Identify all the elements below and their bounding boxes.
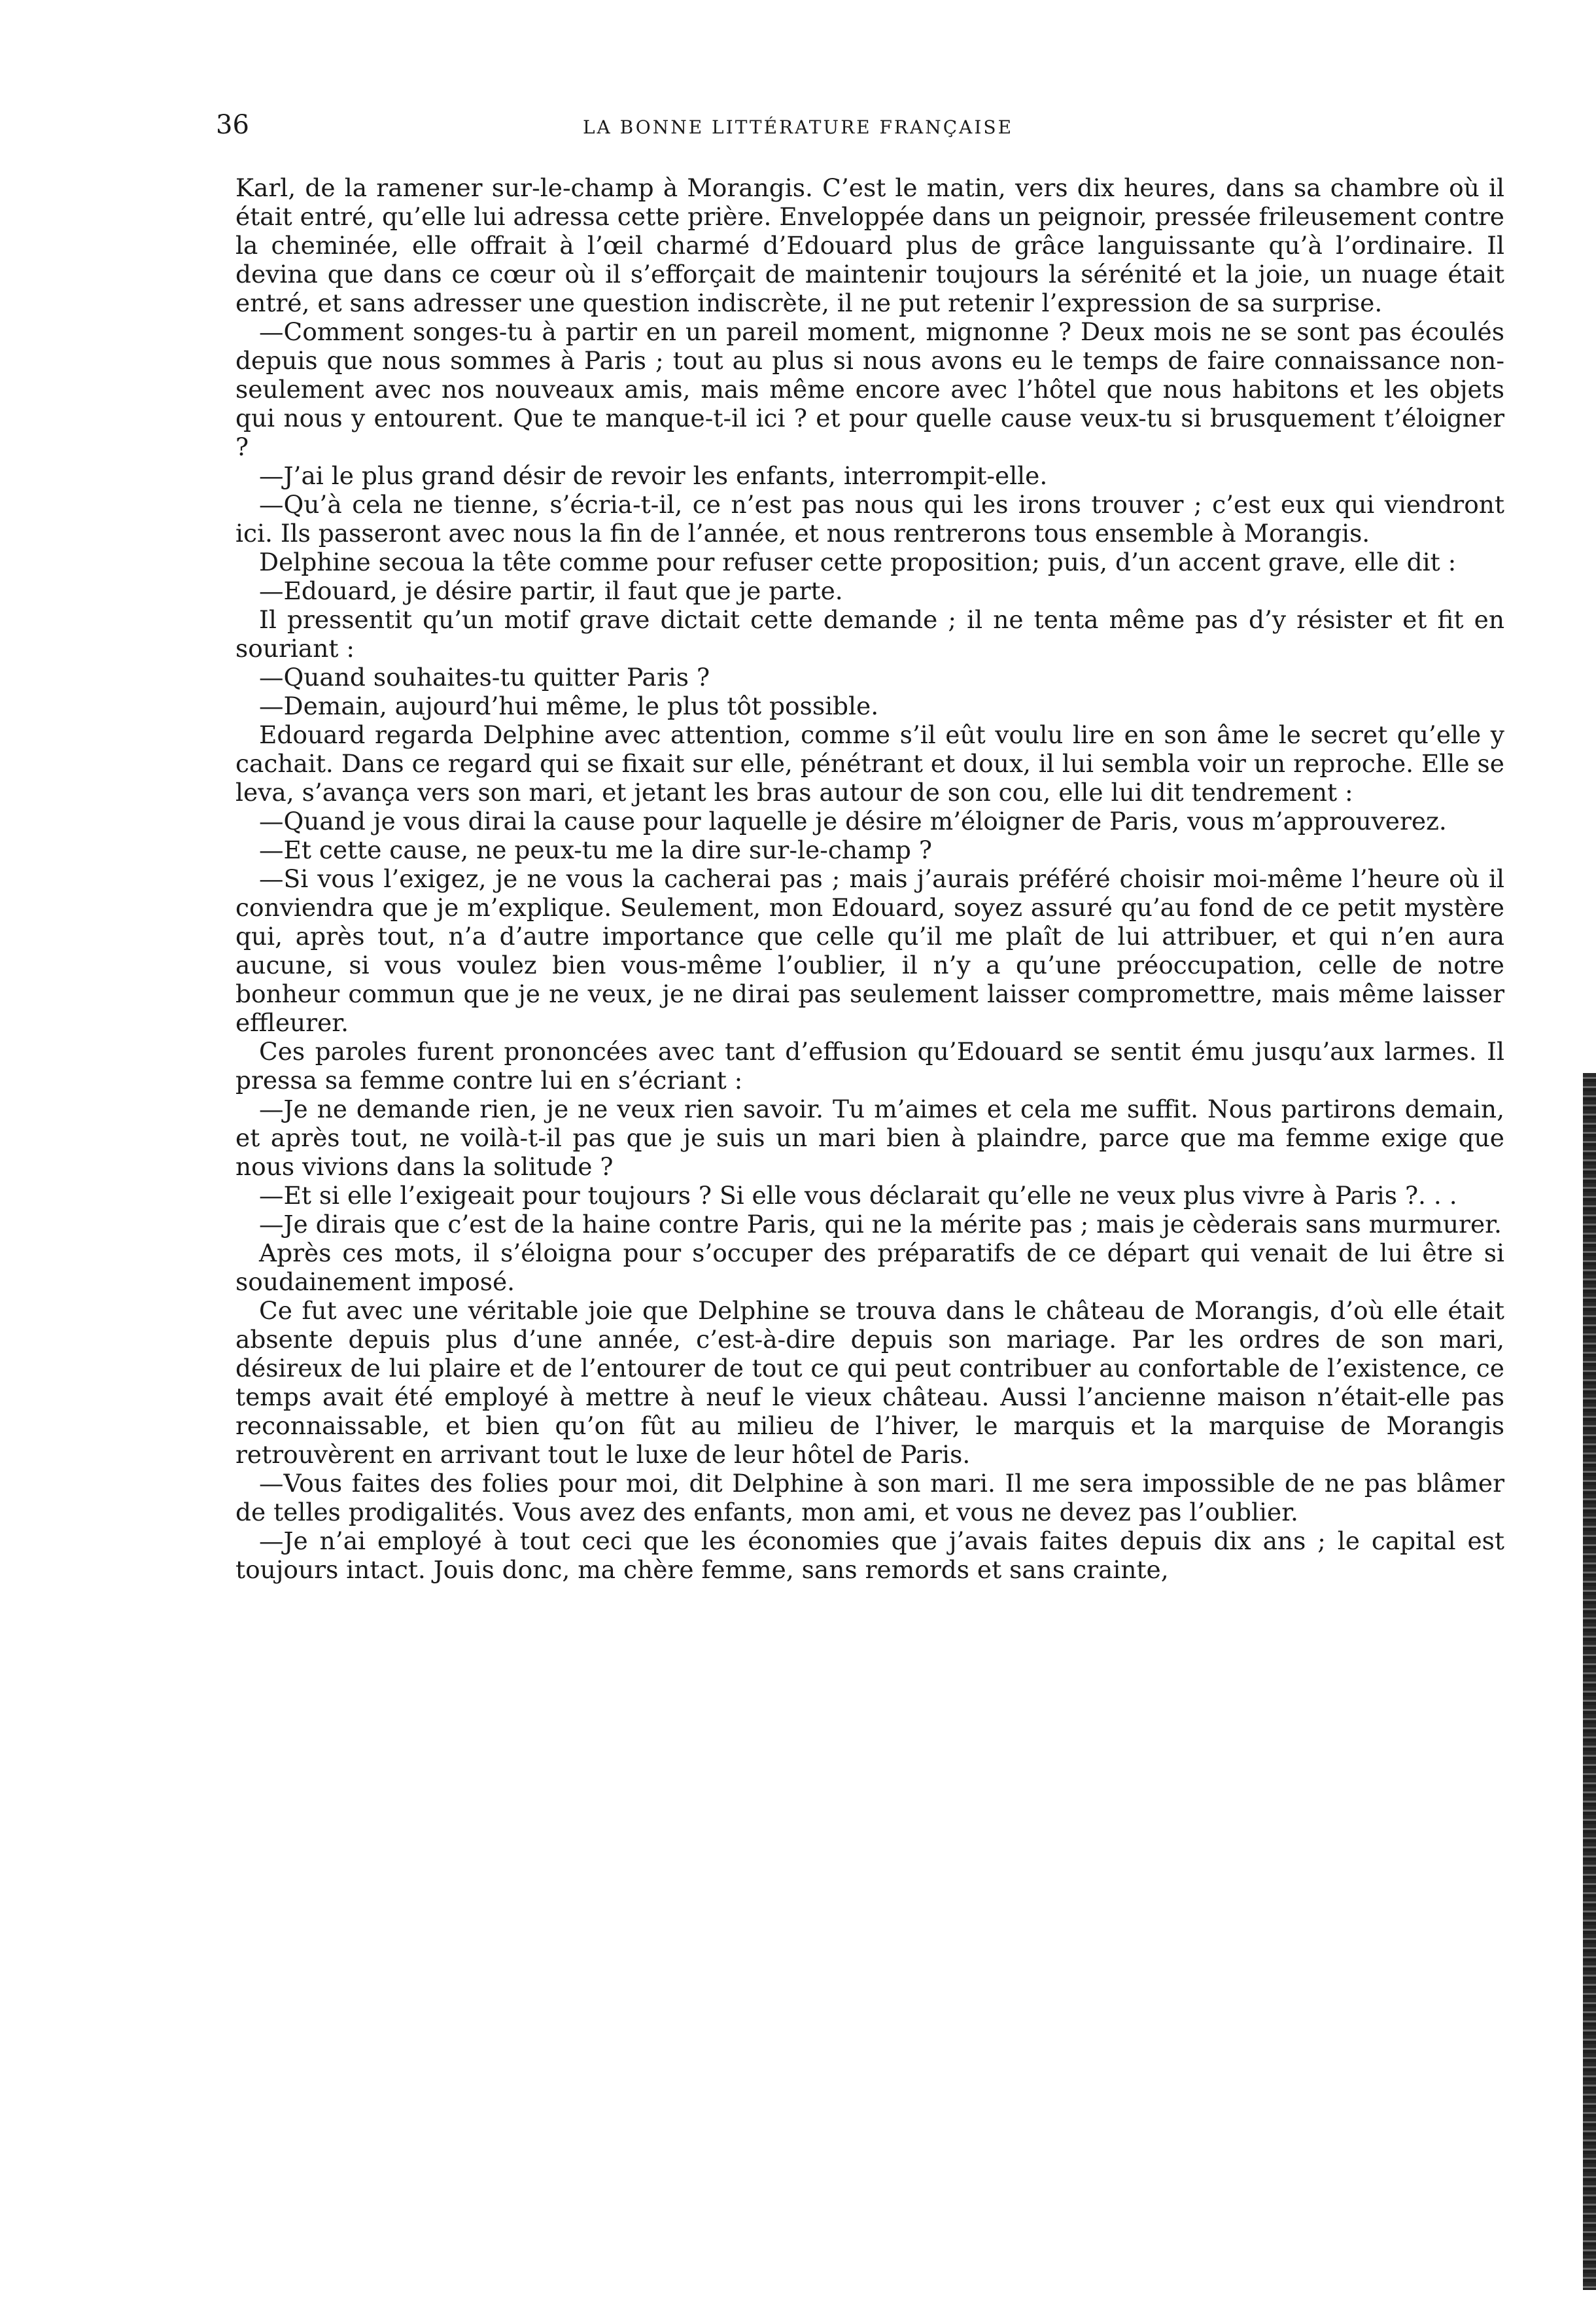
paragraph: —Comment songes-tu à partir en un pareil moment, mignonne ? Deux mois ne se sont pas écoulés depuis que nous sommes à Paris ; tout au plus si nous avons eu le temps de faire connaissance non-seulement avec nos nouveaux amis, mais même encore avec l’hôtel que nous habitons et les objets qui nous y entourent. Que te manque-t-il ici ? et pour quelle cause veux-tu si brusquement t’éloigner ?	[235, 317, 1504, 461]
paragraph: —Et si elle l’exigeait pour toujours ? Si elle vous déclarait qu’elle ne veux plus vivre à Paris ?. . .	[259, 1181, 1457, 1210]
running-title: LA BONNE LITTÉRATURE FRANÇAISE	[582, 116, 1014, 138]
paragraph: Karl, de la ramener sur-le-champ à Morangis. C’est le matin, vers dix heures, dans sa chambre où il était entré, qu’elle lui adressa cette prière. Enveloppée dans un peignoir, pressée frileusement contre la cheminée, elle offrait à l’œil charmé d’Edouard plus de grâce languissante qu’à l’ordinaire. Il devina que dans ce cœur où il s’efforçait de maintenir toujours la sérénité et la joie, un nuage était entré, et sans adresser une question indiscrète, il ne put retenir l’expression de sa surprise.	[235, 173, 1504, 317]
paragraph: Il pressentit qu’un motif grave dictait cette demande ; il ne tenta même pas d’y résister et fit en souriant :	[235, 605, 1504, 663]
paragraph: Delphine secoua la tête comme pour refuser cette proposition; puis, d’un accent grave, elle dit :	[259, 548, 1457, 576]
paragraph: —Je dirais que c’est de la haine contre Paris, qui ne la mérite pas ; mais je cèderais sans murmurer.	[259, 1210, 1502, 1239]
paragraph: —Quand souhaites-tu quitter Paris ?	[259, 663, 710, 692]
paragraph: Ces paroles furent prononcées avec tant d’effusion qu’Edouard se sentit ému jusqu’aux larmes. Il pressa sa femme contre lui en s’écriant :	[235, 1037, 1504, 1095]
paragraph: —J’ai le plus grand désir de revoir les enfants, interrompit-elle.	[259, 461, 1048, 490]
paragraph: Edouard regarda Delphine avec attention, comme s’il eût voulu lire en son âme le secret qu’elle y cachait. Dans ce regard qui se fixait sur elle, pénétrant et doux, il lui sembla voir un reproche. Elle se leva, s’avança vers son mari, et jetant les bras autour de son cou, elle lui dit tendrement :	[235, 720, 1504, 807]
paragraph: —Je n’ai employé à tout ceci que les économies que j’avais faites depuis dix ans ; le capital est toujours intact. Jouis donc, ma chère femme, sans remords et sans crainte,	[235, 1526, 1504, 1584]
paragraph: —Demain, aujourd’hui même, le plus tôt possible.	[259, 692, 879, 720]
paragraph: Ce fut avec une véritable joie que Delphine se trouva dans le château de Morangis, d’où elle était absente depuis plus d’une année, c’est-à-dire depuis son mariage. Par les ordres de son mari, désireux de lui plaire et de l’entourer de tout ce qui peut contribuer au confortable de l’existence, ce temps avait été employé à mettre à neuf le vieux château. Aussi l’ancienne maison n’était-elle pas reconnaissable, et bien qu’on fût au milieu de l’hiver, le marquis et la marquise de Morangis retrouvèrent en arrivant tout le luxe de leur hôtel de Paris.	[235, 1296, 1504, 1469]
paragraph: —Edouard, je désire partir, il faut que je parte.	[259, 576, 843, 605]
paragraph: —Quand je vous dirai la cause pour laquelle je désire m’éloigner de Paris, vous m’approuverez.	[259, 807, 1447, 836]
paragraph: —Vous faites des folies pour moi, dit Delphine à son mari. Il me sera impossible de ne pas blâmer de telles prodigalités. Vous avez des enfants, mon ami, et vous ne devez pas l’oublier.	[235, 1469, 1504, 1526]
body-text	[235, 173, 1504, 1584]
paragraph: —Et cette cause, ne peux-tu me la dire sur-le-champ ?	[259, 836, 932, 864]
page-number: 36	[216, 110, 249, 140]
paragraph: Après ces mots, il s’éloigna pour s’occuper des préparatifs de ce départ qui venait de lui être si soudainement imposé.	[235, 1239, 1504, 1296]
paragraph: —Je ne demande rien, je ne veux rien savoir. Tu m’aimes et cela me suffit. Nous partirons demain, et après tout, ne voilà-t-il pas que je suis un mari bien à plaindre, parce que ma femme exige que nous vivions dans la solitude ?	[235, 1095, 1504, 1181]
paragraph: —Qu’à cela ne tienne, s’écria-t-il, ce n’est pas nous qui les irons trouver ; c’est eux qui viendront ici. Ils passeront avec nous la fin de l’année, et nous rentrerons tous ensemble à Morangis.	[235, 490, 1504, 548]
paragraph: —Si vous l’exigez, je ne vous la cacherai pas ; mais j’aurais préféré choisir moi-même l’heure où il conviendra que je m’explique. Seulement, mon Edouard, soyez assuré qu’au fond de ce petit mystère qui, après tout, n’a d’autre importance que celle qu’il me plaît de lui attribuer, et qui n’en aura aucune, si vous voulez bien vous-même l’oublier, il n’y a qu’une préoccupation, celle de notre bonheur commun que je ne veux, je ne dirai pas seulement laisser compromettre, mais même laisser effleurer.	[235, 864, 1504, 1037]
scanned-page-edge	[1583, 1073, 1596, 2290]
